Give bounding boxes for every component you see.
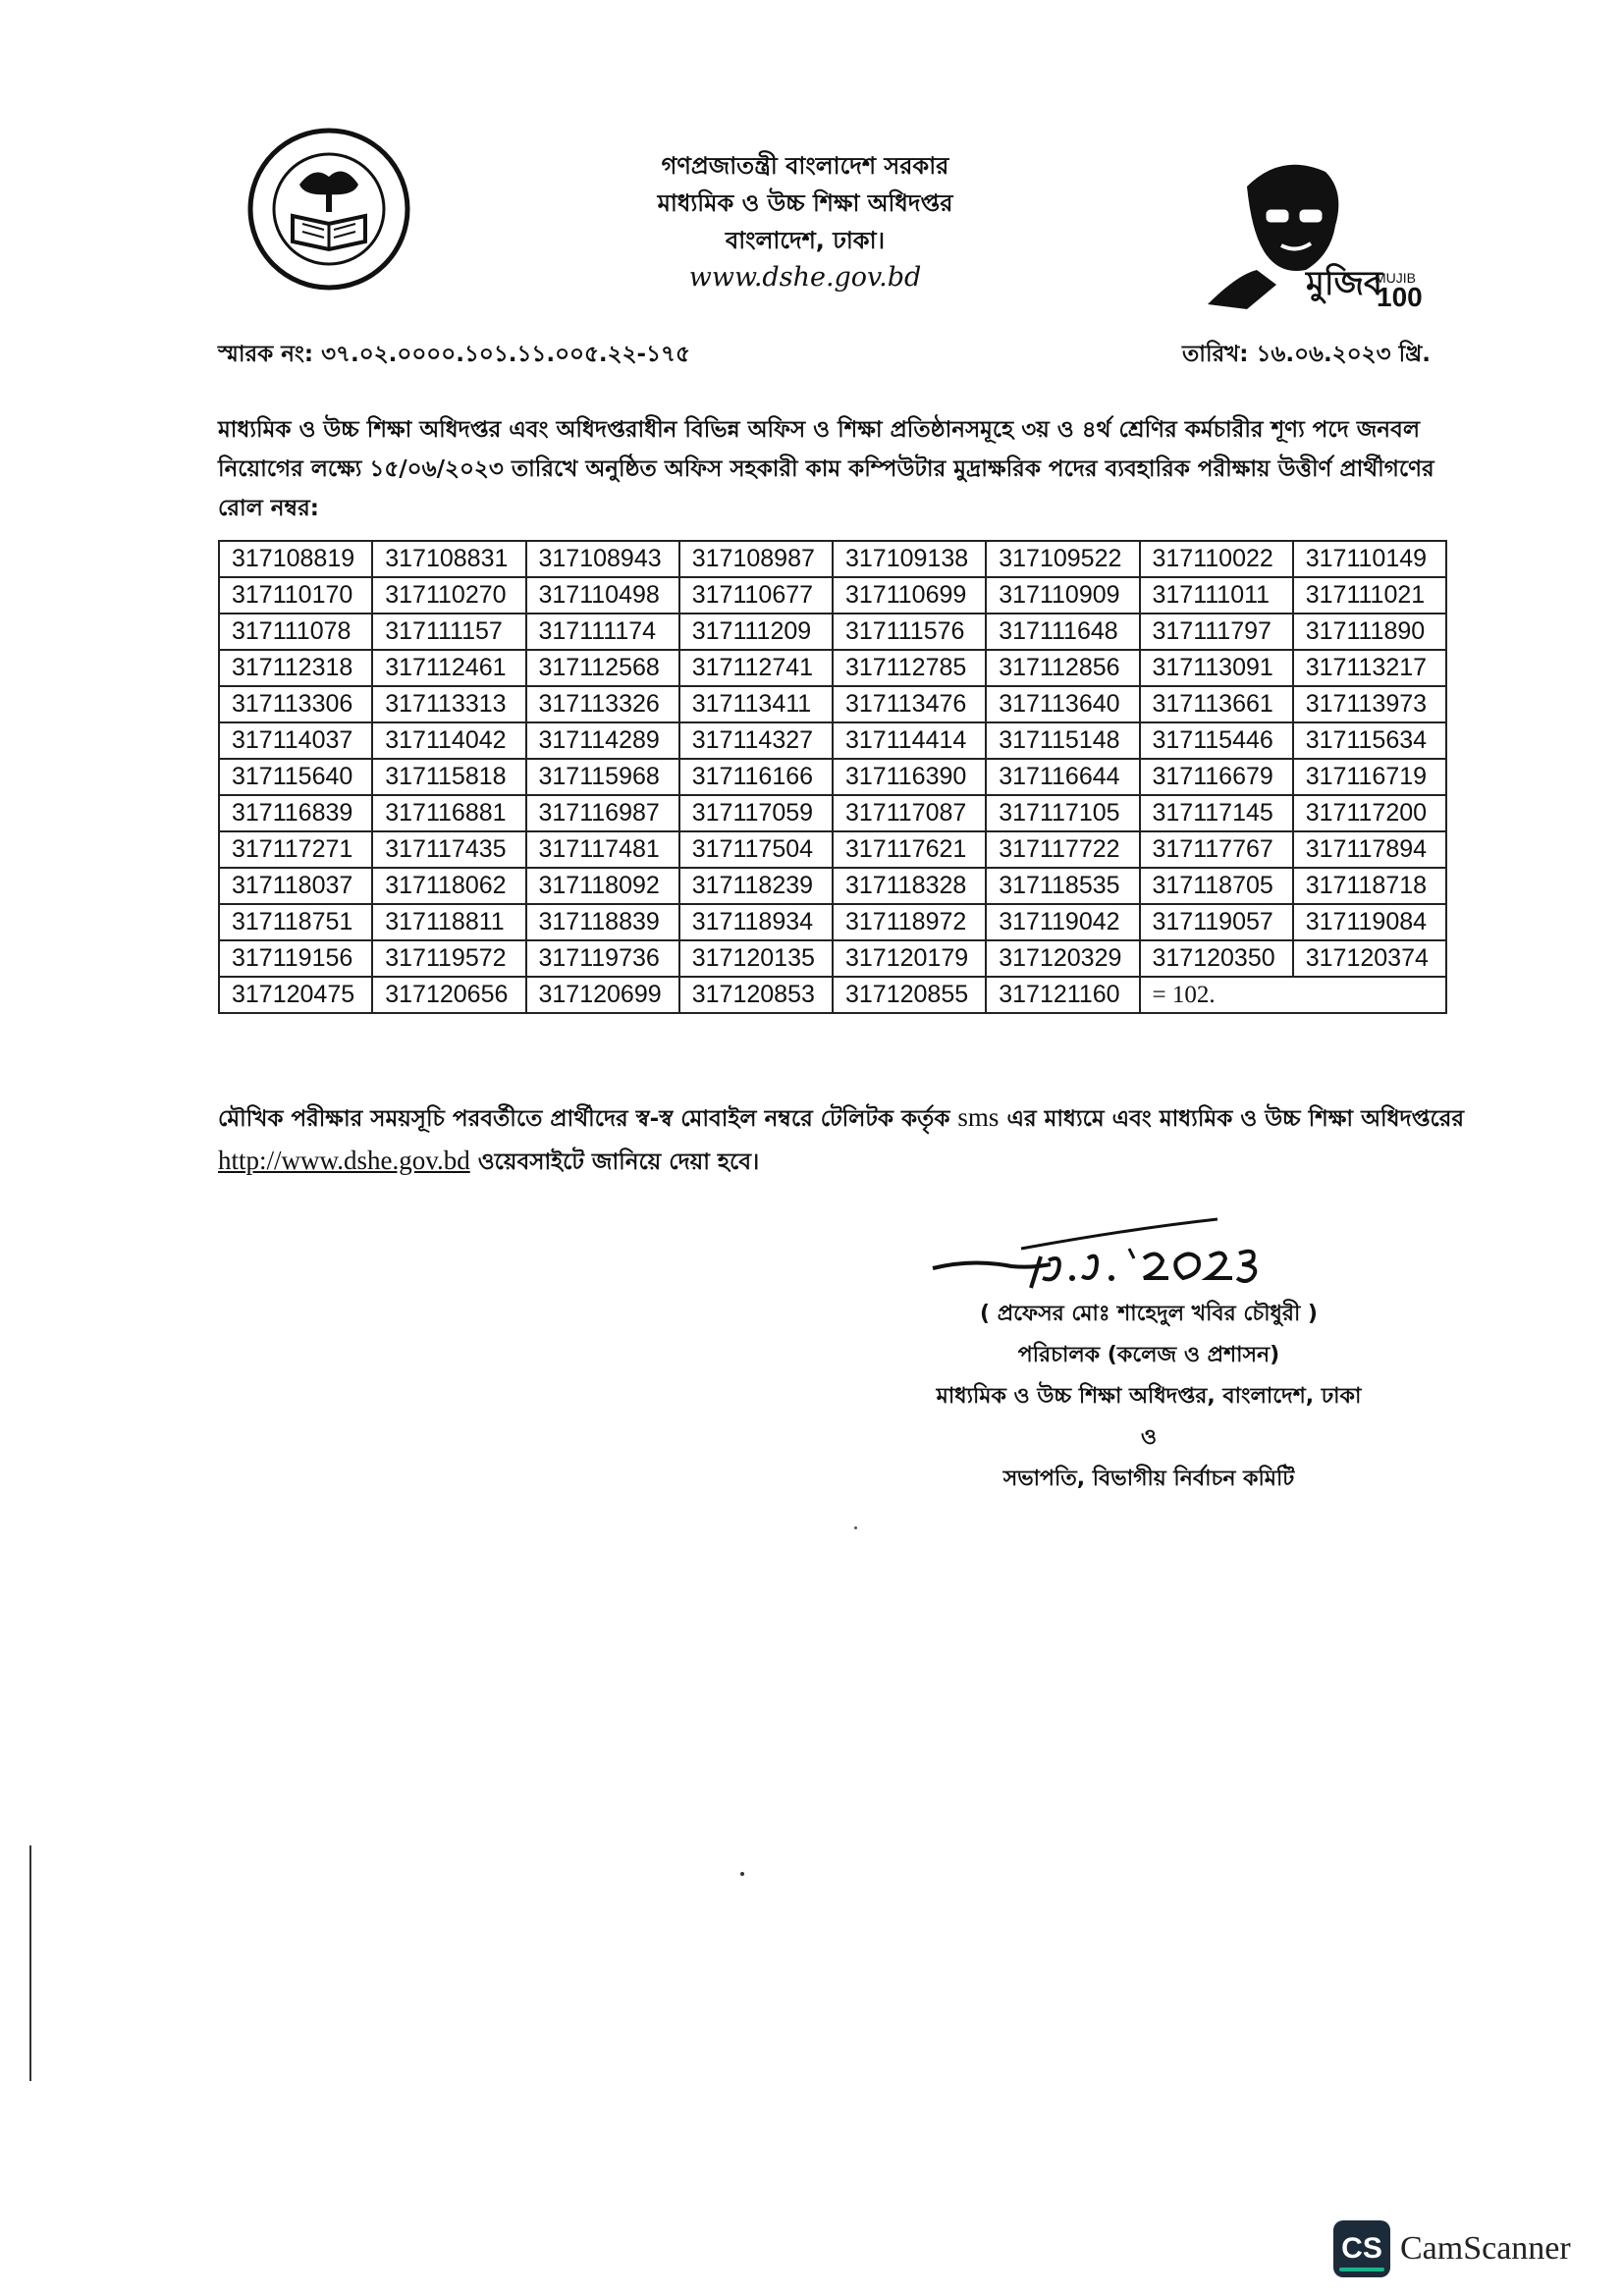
roll-number-cell: 317111797: [1140, 614, 1293, 650]
roll-number-cell: 317113973: [1293, 686, 1446, 722]
roll-number-cell: 317116644: [986, 759, 1139, 795]
roll-number-cell: 317120475: [219, 977, 372, 1013]
roll-number-cell: 317117271: [219, 831, 372, 868]
roll-number-cell: 317120179: [833, 940, 986, 977]
roll-number-cell: 317114327: [679, 722, 833, 759]
handwritten-signature: [933, 1200, 1325, 1298]
roll-number-cell: 317120853: [679, 977, 833, 1013]
roll-number-cell: 317119057: [1140, 904, 1293, 940]
roll-number-cell: 317120855: [833, 977, 986, 1013]
scan-edge-line: [29, 1845, 31, 2081]
roll-number-cell: 317112785: [833, 650, 986, 686]
roll-number-cell: 317116719: [1293, 759, 1446, 795]
roll-number-cell: 317112461: [372, 650, 525, 686]
roll-number-cell: 317110270: [372, 577, 525, 614]
roll-number-cell: 317110909: [986, 577, 1139, 614]
roll-number-cell: 317118718: [1293, 868, 1446, 904]
roll-number-cell: 317120374: [1293, 940, 1446, 977]
letterhead: [530, 147, 1080, 296]
intro-text-1: মাধ্যমিক ও উচ্চ শিক্ষা অধিদপ্তর এবং অধিদপ্তরাধীন বিভিন্ন অফিস ও শিক্ষা প্রতিষ্ঠানসমূহে ৩য় ও ৪র্থ শ্রেণির কর্মচারীর শূণ্য পদে জনবল নিয়োগের লক্ষ্যে ১৫/০৬/২০২৩ তারিখে অনুষ্ঠিত: [218, 417, 1420, 482]
roll-number-cell: 317111648: [986, 614, 1139, 650]
table-row: [219, 686, 1446, 722]
roll-number-cell: 317117087: [833, 795, 986, 831]
roll-number-cell: 317110498: [526, 577, 679, 614]
table-row: [219, 759, 1446, 795]
camscanner-watermark: [1333, 2218, 1571, 2279]
roll-number-cell: 317120350: [1140, 940, 1293, 977]
roll-number-cell: 317111890: [1293, 614, 1446, 650]
roll-number-cell: 317116679: [1140, 759, 1293, 795]
table-row: [219, 722, 1446, 759]
signatory-committee: সভাপতি, বিভাগীয় নির্বাচন কমিটি: [1002, 1467, 1295, 1491]
roll-number-cell: 317117481: [526, 831, 679, 868]
roll-number-cell: 317114289: [526, 722, 679, 759]
roll-number-cell: 317118705: [1140, 868, 1293, 904]
roll-number-cell: 317110699: [833, 577, 986, 614]
roll-number-cell: 317116881: [372, 795, 525, 831]
roll-number-cell: 317108819: [219, 541, 372, 577]
roll-number-cell: 317113476: [833, 686, 986, 722]
roll-number-table: [218, 540, 1447, 1014]
svg-text:MUJIB: MUJIB: [1375, 270, 1416, 286]
roll-number-cell: 317111078: [219, 614, 372, 650]
roll-number-cell: 317112741: [679, 650, 833, 686]
government-name: গণপ্রজাতন্ত্রী বাংলাদেশ সরকার: [661, 152, 949, 180]
roll-number-cell: 317117059: [679, 795, 833, 831]
roll-number-cell: 317117435: [372, 831, 525, 868]
roll-number-cell: 317116166: [679, 759, 833, 795]
signatory-office: মাধ্যমিক ও উচ্চ শিক্ষা অধিদপ্তর, বাংলাদেশ, ঢাকা: [936, 1384, 1362, 1409]
roll-number-cell: 317117145: [1140, 795, 1293, 831]
table-row: [219, 577, 1446, 614]
post-name: অফিস সহকারী কাম কম্পিউটার মুদ্রাক্ষরিক: [664, 456, 1041, 482]
roll-number-cell: 317117894: [1293, 831, 1446, 868]
roll-number-cell: 317113217: [1293, 650, 1446, 686]
roll-number-cell: 317119042: [986, 904, 1139, 940]
notice-text-3: ওয়েবসাইটে জানিয়ে দেয়া হবে।: [469, 1149, 760, 1175]
roll-number-cell: 317117621: [833, 831, 986, 868]
roll-number-cell: 317108987: [679, 541, 833, 577]
roll-number-cell: 317114037: [219, 722, 372, 759]
roll-number-cell: 317120656: [372, 977, 525, 1013]
svg-text:মুজিব: মুজিব: [1306, 264, 1382, 303]
roll-number-cell: 317113306: [219, 686, 372, 722]
roll-number-cell: 317115634: [1293, 722, 1446, 759]
roll-number-cell: 317111209: [679, 614, 833, 650]
scan-speck: [740, 1872, 744, 1876]
roll-number-cell: 317113313: [372, 686, 525, 722]
roll-number-cell: 317109138: [833, 541, 986, 577]
roll-number-cell: 317111021: [1293, 577, 1446, 614]
roll-number-cell: 317117722: [986, 831, 1139, 868]
roll-number-cell: 317118239: [679, 868, 833, 904]
roll-number-cell: 317117105: [986, 795, 1139, 831]
roll-number-cell: 317120699: [526, 977, 679, 1013]
svg-text:100: 100: [1377, 282, 1423, 312]
roll-number-cell: 317114414: [833, 722, 986, 759]
scan-speck: [854, 1526, 857, 1529]
directorate-name: মাধ্যমিক ও উচ্চ শিক্ষা অধিদপ্তর: [657, 189, 953, 217]
roll-number-cell: 317110149: [1293, 541, 1446, 577]
sms-text: sms: [957, 1102, 1000, 1132]
roll-number-cell: 317108831: [372, 541, 525, 577]
roll-number-cell: 317111157: [372, 614, 525, 650]
roll-number-cell: 317115640: [219, 759, 372, 795]
signatory-name: ( প্রফেসর মোঃ শাহেদুল খবির চৌধুরী ): [980, 1302, 1318, 1326]
roll-number-cell: 317113411: [679, 686, 833, 722]
roll-number-cell: 317121160: [986, 977, 1139, 1013]
roll-number-cell: 317115148: [986, 722, 1139, 759]
table-row: [219, 868, 1446, 904]
mujib-100-logo: [1188, 147, 1423, 314]
roll-number-cell: 317114042: [372, 722, 525, 759]
roll-number-cell: 317113661: [1140, 686, 1293, 722]
signatory-block: [864, 1294, 1434, 1500]
roll-number-cell: 317119736: [526, 940, 679, 977]
roll-number-cell: 317118062: [372, 868, 525, 904]
roll-number-cell: 317109522: [986, 541, 1139, 577]
roll-number-cell: 317118535: [986, 868, 1139, 904]
table-row: [219, 650, 1446, 686]
roll-number-cell: 317117504: [679, 831, 833, 868]
roll-number-cell: 317118972: [833, 904, 986, 940]
table-row: [219, 541, 1446, 577]
roll-number-cell: 317118328: [833, 868, 986, 904]
roll-number-cell: 317119572: [372, 940, 525, 977]
roll-number-cell: 317117200: [1293, 795, 1446, 831]
roll-number-cell: 317112856: [986, 650, 1139, 686]
roll-number-cell: 317110170: [219, 577, 372, 614]
table-row: [219, 977, 1446, 1013]
roll-number-cell: 317116390: [833, 759, 986, 795]
camscanner-logo-icon: CS: [1333, 2220, 1390, 2277]
website-link[interactable]: http://www.dshe.gov.bd: [218, 1146, 470, 1175]
notice-text-1: মৌখিক পরীক্ষার সময়সূচি পরবর্তীতে প্রার্থীদের স্ব-স্ব মোবাইল নম্বরে টেলিটক কর্তৃক: [218, 1106, 958, 1132]
total-count-cell: = 102.: [1140, 977, 1447, 1013]
roll-number-cell: 317118037: [219, 868, 372, 904]
location: বাংলাদেশ, ঢাকা।: [725, 227, 886, 254]
roll-number-cell: 317118092: [526, 868, 679, 904]
roll-number-cell: 317117767: [1140, 831, 1293, 868]
roll-number-cell: 317113640: [986, 686, 1139, 722]
roll-number-cell: 317118934: [679, 904, 833, 940]
roll-number-cell: 317113091: [1140, 650, 1293, 686]
table-row: [219, 795, 1446, 831]
signatory-and: ও: [1140, 1425, 1158, 1450]
camscanner-text: CamScanner: [1400, 2230, 1571, 2267]
roll-number-cell: 317111011: [1140, 577, 1293, 614]
roll-number-cell: 317119156: [219, 940, 372, 977]
memo-number: স্মারক নং: ৩৭.০২.০০০০.১০১.১১.০০৫.২২-১৭৫: [218, 342, 690, 367]
roll-number-cell: 317110677: [679, 577, 833, 614]
roll-number-cell: 317116839: [219, 795, 372, 831]
roll-number-cell: 317113326: [526, 686, 679, 722]
roll-number-cell: 317112568: [526, 650, 679, 686]
notice-paragraph: [218, 1096, 1475, 1183]
roll-number-cell: 317108943: [526, 541, 679, 577]
website-url: www.dshe.gov.bd: [688, 262, 922, 293]
roll-number-cell: 317115446: [1140, 722, 1293, 759]
table-row: [219, 614, 1446, 650]
intro-paragraph: [218, 410, 1465, 528]
memo-date: তারিখ: ১৬.০৬.২০২৩ খ্রি.: [1182, 342, 1431, 367]
roll-number-cell: 317115968: [526, 759, 679, 795]
table-row: [219, 831, 1446, 868]
signatory-designation: পরিচালক (কলেজ ও প্রশাসন): [1017, 1343, 1280, 1367]
table-row: [219, 904, 1446, 940]
roll-number-cell: 317110022: [1140, 541, 1293, 577]
dshe-logo: [245, 126, 412, 293]
roll-number-cell: 317118839: [526, 904, 679, 940]
roll-number-cell: 317116987: [526, 795, 679, 831]
roll-number-cell: 317115818: [372, 759, 525, 795]
roll-number-cell: 317112318: [219, 650, 372, 686]
roll-number-cell: 317118751: [219, 904, 372, 940]
intro-text-2: পদের ব্যবহারিক পরীক্ষায় উত্তীর্ণ প্রার্থীগণের রোল নম্বর:: [218, 456, 1434, 521]
table-row: [219, 940, 1446, 977]
roll-number-cell: 317111174: [526, 614, 679, 650]
roll-number-cell: 317119084: [1293, 904, 1446, 940]
notice-text-2: এর মাধ্যমে এবং মাধ্যমিক ও উচ্চ শিক্ষা অধিদপ্তরের: [999, 1106, 1465, 1132]
roll-number-cell: 317120329: [986, 940, 1139, 977]
roll-number-cell: 317120135: [679, 940, 833, 977]
roll-number-cell: 317111576: [833, 614, 986, 650]
roll-number-cell: 317118811: [372, 904, 525, 940]
